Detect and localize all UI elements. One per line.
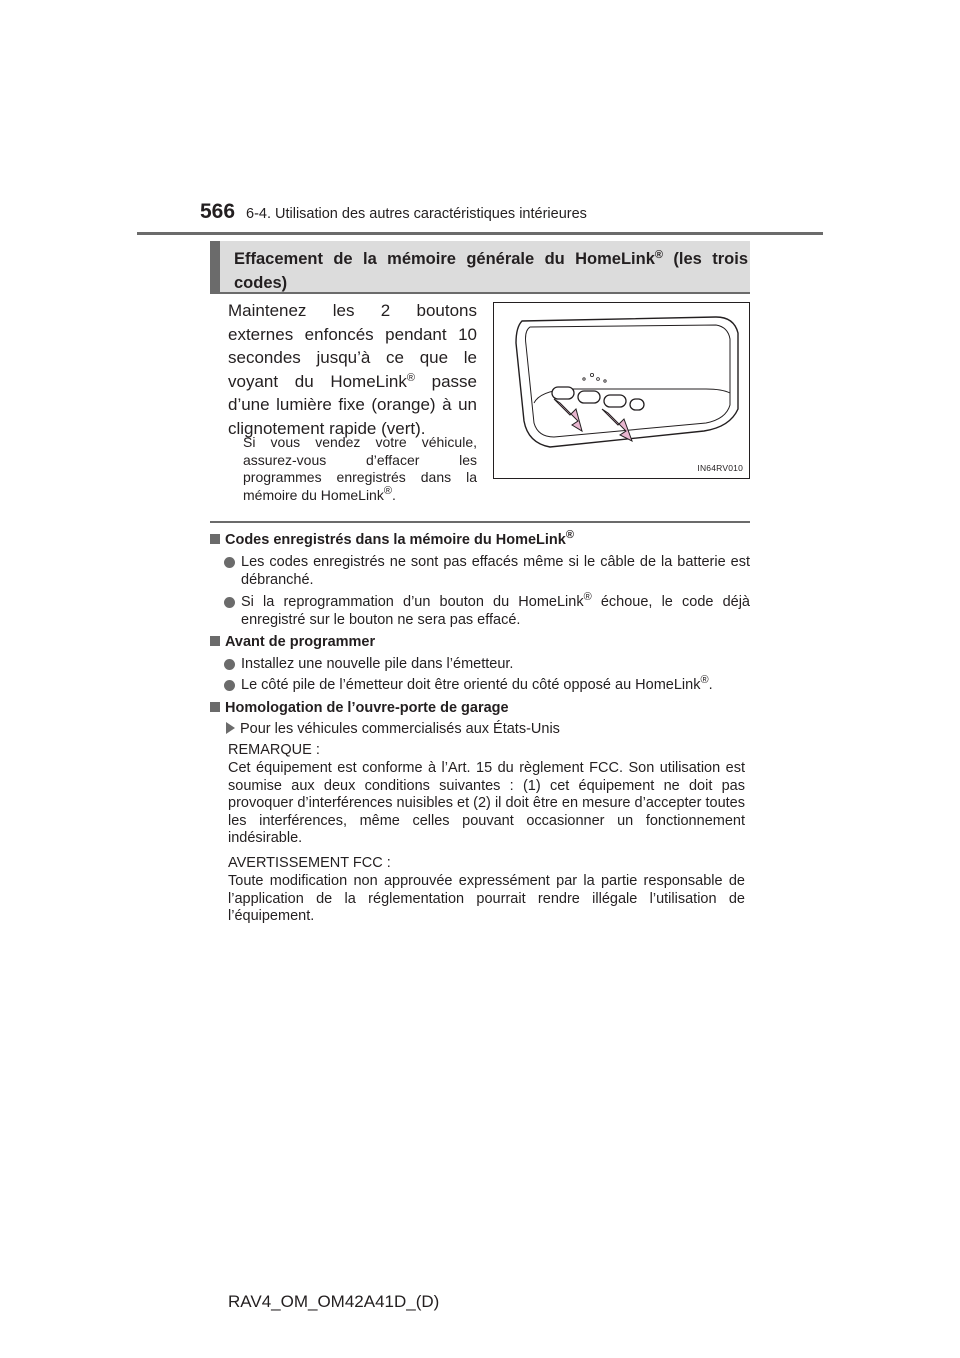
heading-stored-codes: Codes enregistrés dans la mémoire du HomeLink® xyxy=(210,532,574,548)
figure-code: IN64RV010 xyxy=(697,463,743,473)
section-title-box xyxy=(210,241,750,294)
bullet-icon xyxy=(224,597,235,608)
list-item: Si la reprogrammation d’un bouton du HomeLink® échoue, le code déjà enregistré sur le bouton ne sera pas effacé. xyxy=(224,594,750,629)
remark-title: REMARQUE : xyxy=(228,742,320,758)
rearview-mirror-icon xyxy=(494,303,748,477)
warning-body: Toute modification non approuvée expressément par la partie responsable de l’application de la réglementation pourrait rendre illégale l’utilisation de l’équipement. xyxy=(228,873,745,924)
remark-body: Cet équipement est conforme à l’Art. 15 du règlement FCC. Son utilisation est soumise aux deux conditions suivantes : (1) cet équipement ne doit pas provoquer d’interférences nuisibles et (2) il doit être en mesure d’accepter toutes les interférences, même celles pouvant occasionner un fonctionnement indésirable. xyxy=(228,760,745,846)
chapter-title: 6-4. Utilisation des autres caractéristiques intérieures xyxy=(246,206,587,222)
header-rule xyxy=(137,232,823,235)
main-instruction: Maintenez les 2 boutons externes enfoncés pendant 10 secondes jusqu’à ce que le voyant du HomeLink® passe d’une lumière fixe (orange) à un clignotement rapide (vert). xyxy=(228,301,477,438)
section-title: Effacement de la mémoire générale du HomeLink® (les trois codes) xyxy=(234,249,748,292)
section-divider xyxy=(210,521,750,523)
list-item: Le côté pile de l’émetteur doit être orienté du côté opposé au HomeLink®. xyxy=(224,677,750,695)
heading-before-programming: Avant de programmer xyxy=(210,634,375,650)
footer-code: RAV4_OM_OM42A41D_(D) xyxy=(228,1292,440,1311)
heading-garage-door: Homologation de l’ouvre-porte de garage xyxy=(210,700,509,716)
sale-note: Si vous vendez votre véhicule, assurez-vous d’effacer les programmes enregistrés dans la mémoire du HomeLink®. xyxy=(243,434,477,503)
bullet-icon xyxy=(224,659,235,670)
warning-title: AVERTISSEMENT FCC : xyxy=(228,855,391,871)
region-item: Pour les véhicules commercialisés aux États-Unis xyxy=(226,721,560,737)
page-number: 566 xyxy=(200,200,236,223)
mirror-illustration xyxy=(493,302,750,479)
bullet-icon xyxy=(224,557,235,568)
triangle-arrow-icon xyxy=(226,722,235,734)
square-bullet-icon xyxy=(210,702,220,712)
list-item: Les codes enregistrés ne sont pas effacés même si le câble de la batterie est débranché. xyxy=(224,554,750,589)
bullet-icon xyxy=(224,680,235,691)
square-bullet-icon xyxy=(210,534,220,544)
list-item: Installez une nouvelle pile dans l’émetteur. xyxy=(224,656,750,674)
square-bullet-icon xyxy=(210,636,220,646)
